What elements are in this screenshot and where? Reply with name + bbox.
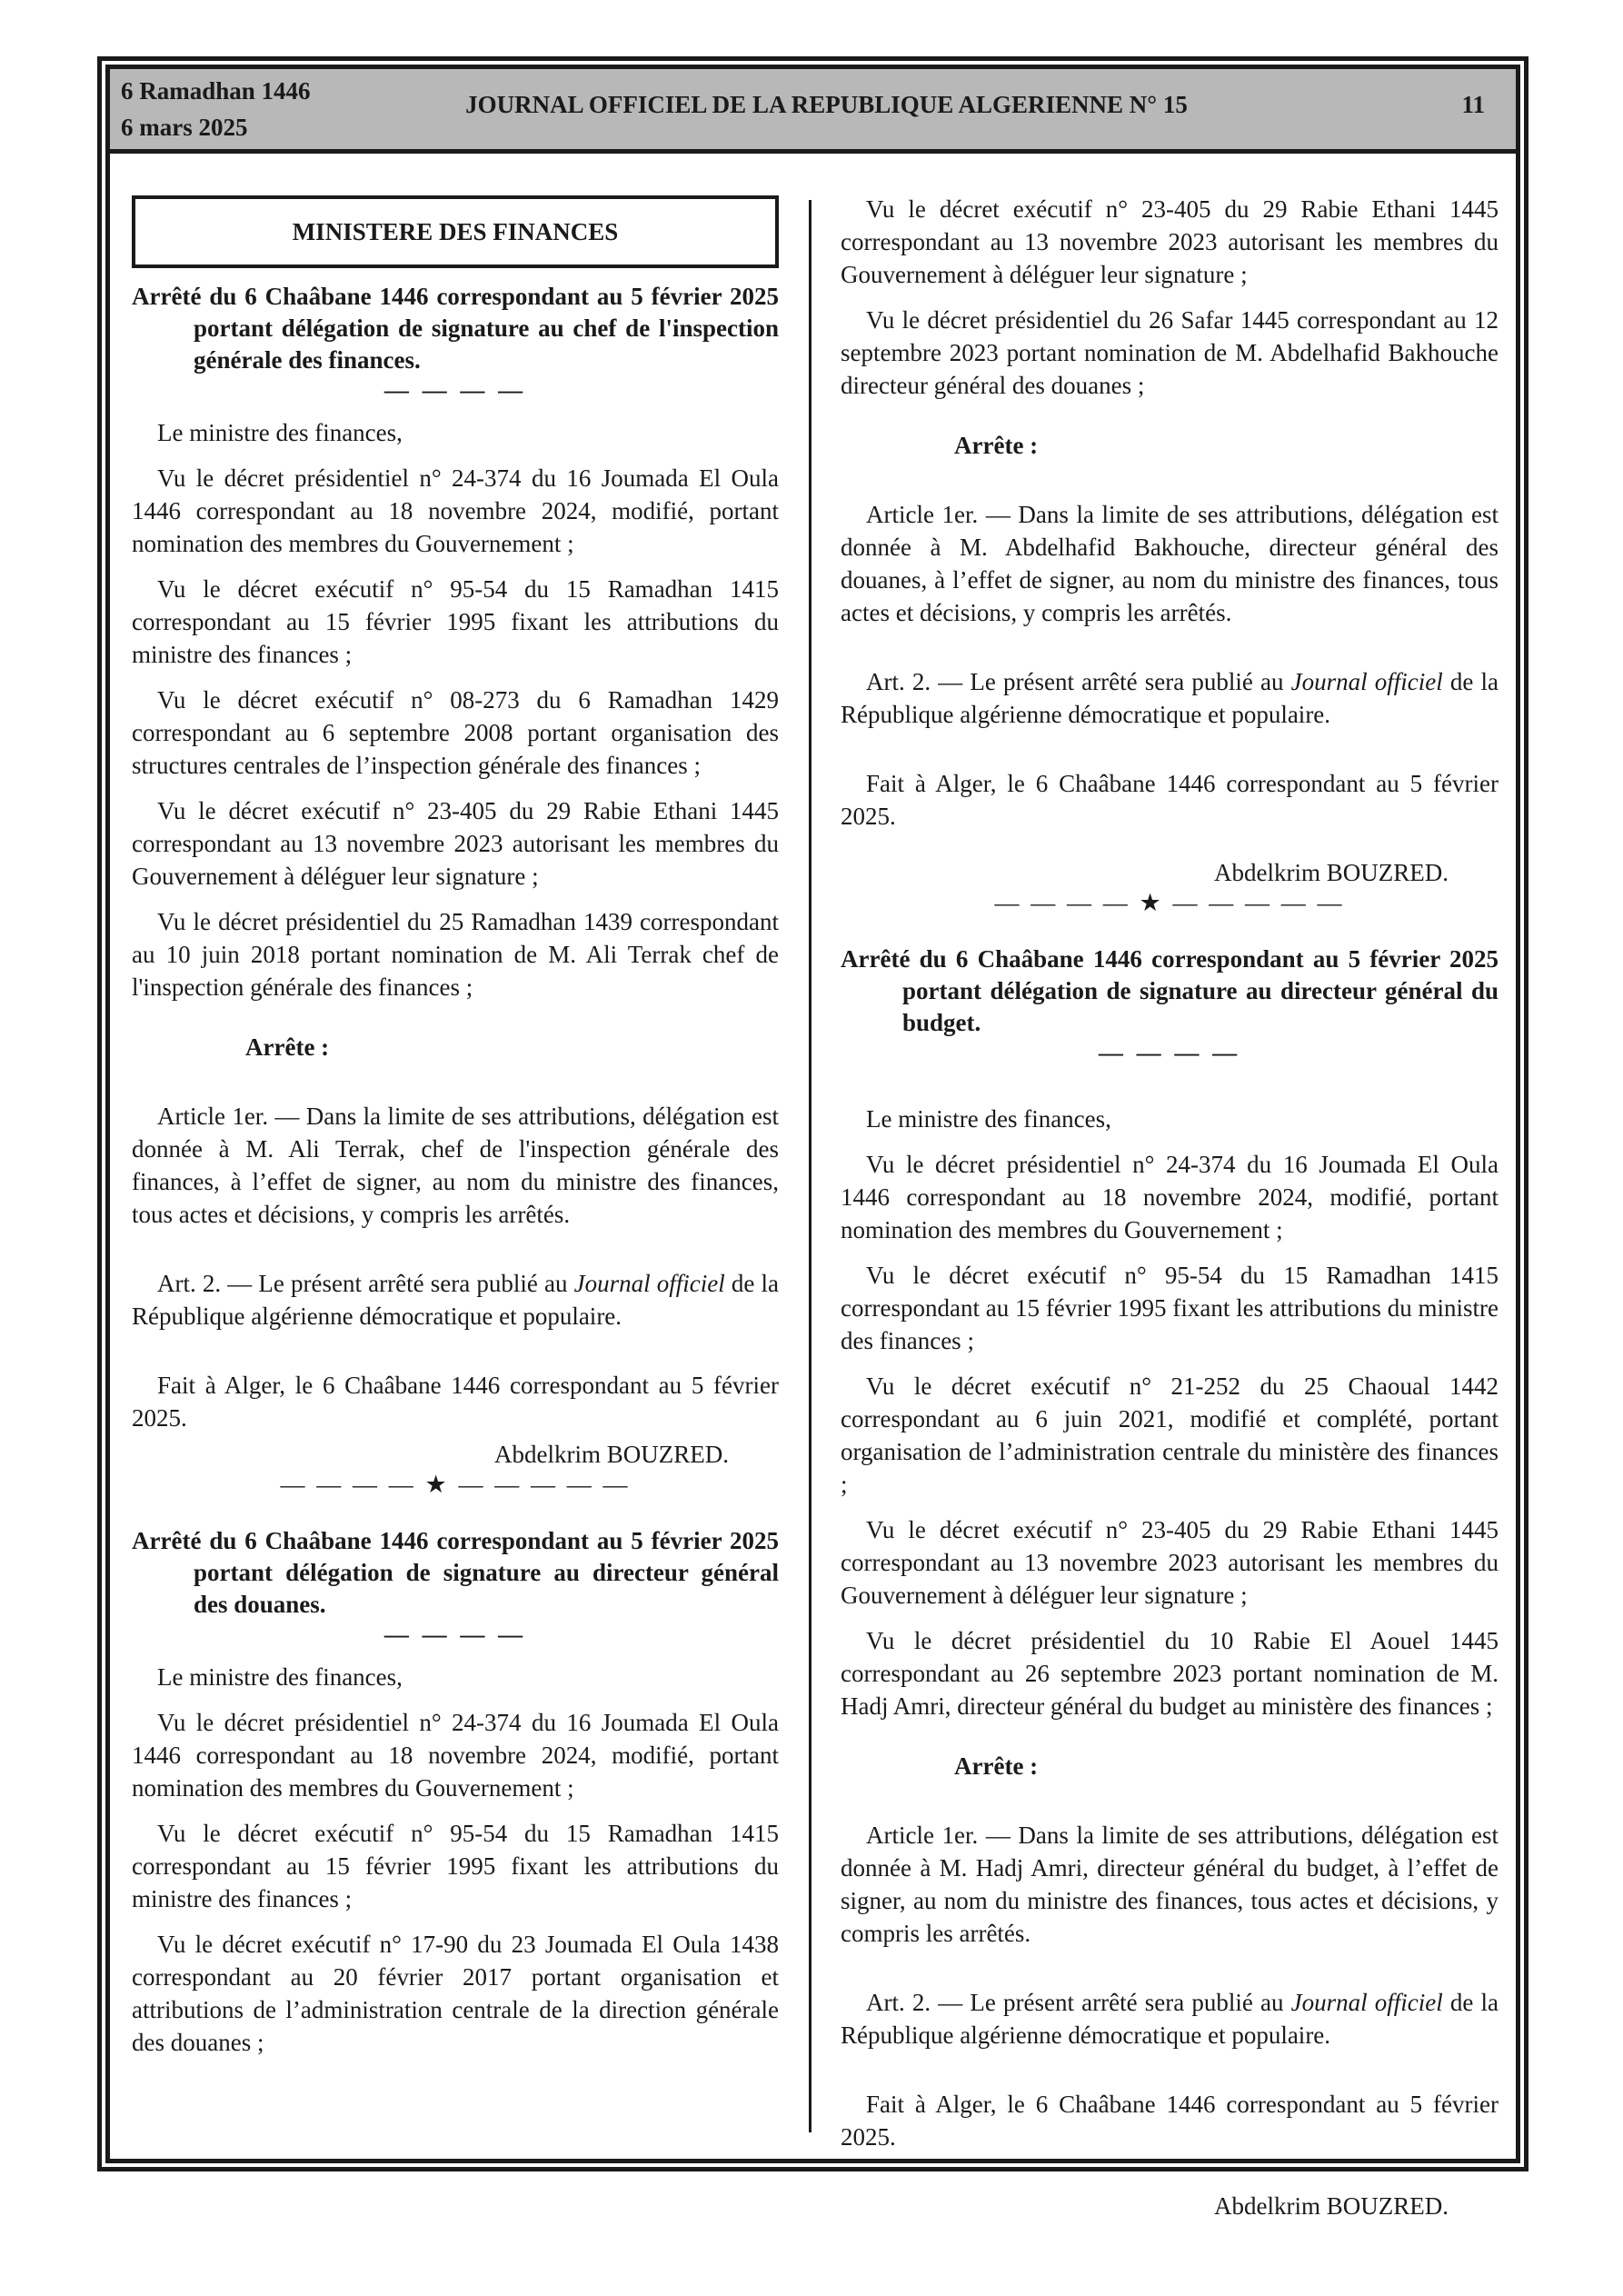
visa: Vu le décret exécutif n° 17-90 du 23 Joumada El Oula 1438 correspondant au 20 février 2017 portant organisation et attributions de l’administration centrale de la direction générale des douanes ; [132,1931,779,2056]
visa: Vu le décret exécutif n° 95-54 du 15 Ramadhan 1415 correspondant au 15 février 1995 fixant les attributions du ministre des finances ; [132,575,779,668]
spacer [841,916,1499,943]
article-2-suffix: de la République algérienne démocratique et populaire. [841,668,1499,728]
fait-a-alger: Fait à Alger, le 6 Chaâbane 1446 correspondant au 5 février 2025. [132,1372,779,1432]
star-separator [132,1471,779,1498]
preamble: Le ministre des finances, [157,419,403,446]
page-number: 11 [1461,91,1485,118]
article-2 [132,1267,779,1333]
article-1: Article 1er. — Dans la limite de ses attributions, délégation est donnée à M. Abdelhafid Bakhouche, directeur général des douanes, à l’effet de signer, au nom du ministre des finances, tous actes et décisions, y compris les arrêtés. [841,501,1499,626]
article-1: Article 1er. — Dans la limite de ses attributions, délégation est donnée à M. Ali Terrak, chef de l'inspection générale des finances, à l’effet de signer, au nom du ministre des finances, tous actes et décisions, y compris les arrêtés. [132,1103,779,1228]
short-separator: — — — — [383,1621,527,1648]
spacer [132,1498,779,1525]
fait-a-alger: Fait à Alger, le 6 Chaâbane 1446 correspondant au 5 février 2025. [841,2091,1499,2151]
preamble: Le ministre des finances, [866,1105,1111,1133]
ministry-heading: MINISTERE DES FINANCES [132,195,779,268]
arrete-2-continued [841,193,1499,916]
preamble: Le ministre des finances, [157,1663,403,1691]
journal-officiel-ref: Journal officiel [1290,668,1443,695]
arrete-1 [132,281,779,1498]
journal-title: JOURNAL OFFICIEL DE LA REPUBLIQUE ALGERIENNE N° 15 [465,91,1188,118]
article-2-suffix: de la République algérienne démocratique et populaire. [841,1989,1499,2049]
short-separator: — — — — [383,376,527,404]
visa: Vu le décret exécutif n° 95-54 du 15 Ramadhan 1415 correspondant au 15 février 1995 fixant les attributions du ministre des finances ; [132,1820,779,1912]
hijri-date: 6 Ramadhan 1446 [121,77,311,105]
article-2 [841,1986,1499,2051]
separator-dashes: — — — — [994,889,1140,916]
article-2 [841,665,1499,731]
separator-dashes: — — — — [280,1471,425,1498]
arrete-title: Arrêté du 6 Chaâbane 1446 correspondant au 5 février 2025 portant délégation de signature au directeur général des douanes. [132,1527,779,1618]
arrete-label: Arrête : [954,1752,1039,1780]
journal-officiel-ref: Journal officiel [1290,1989,1443,2016]
visa: Vu le décret présidentiel n° 24-374 du 16 Joumada El Oula 1446 correspondant au 18 novembre 2024, modifié, portant nomination des membres du Gouvernement ; [132,464,779,557]
gregorian-date: 6 mars 2025 [121,114,248,141]
signature: Abdelkrim BOUZRED. [1214,2192,1449,2220]
visa: Vu le décret présidentiel du 26 Safar 1445 correspondant au 12 septembre 2023 portant nomination de M. Abdelhafid Bakhouche directeur général des douanes ; [841,306,1499,399]
journal-officiel-ref: Journal officiel [573,1270,725,1297]
article-2-prefix: Art. 2. — Le présent arrêté sera publié au [866,668,1291,695]
signature: Abdelkrim BOUZRED. [1214,859,1449,886]
short-separator: — — — — [1098,1039,1241,1066]
article-2-prefix: Art. 2. — Le présent arrêté sera publié au [866,1989,1291,2016]
article-2-suffix: de la République algérienne démocratique et populaire. [132,1270,779,1330]
star-icon: ★ [424,1471,450,1498]
star-separator [841,889,1499,916]
journal-header [110,69,1516,154]
arrete-2 [132,1525,779,2059]
signature: Abdelkrim BOUZRED. [494,1441,729,1468]
separator-dashes: — — — — — [1163,889,1345,916]
arrete-label: Arrête : [245,1033,330,1061]
visa: Vu le décret présidentiel du 10 Rabie El Aouel 1445 correspondant au 26 septembre 2023 portant nomination de M. Hadj Amri, directeur général du budget au ministère des finances ; [841,1627,1499,1720]
visa: Vu le décret présidentiel du 25 Ramadhan 1439 correspondant au 10 juin 2018 portant nomination de M. Ali Terrak chef de l'inspection générale des finances ; [132,908,779,1001]
article-1: Article 1er. — Dans la limite de ses attributions, délégation est donnée à M. Hadj Amri, directeur général du budget, à l’effet de signer, au nom du ministre des finances, tous actes et décisions, y compris les arrêtés. [841,1822,1499,1947]
visa: Vu le décret exécutif n° 08-273 du 6 Ramadhan 1429 correspondant au 6 septembre 2008 portant organisation des structures centrales de l’inspection générale des finances ; [132,686,779,779]
visa: Vu le décret exécutif n° 23-405 du 29 Rabie Ethani 1445 correspondant au 13 novembre 2023 autorisant les membres du Gouvernement à déléguer leur signature ; [841,1516,1499,1609]
arrete-title: Arrêté du 6 Chaâbane 1446 correspondant au 5 février 2025 portant délégation de signature au directeur général du budget. [841,945,1499,1036]
left-column [132,195,779,2071]
arrete-title: Arrêté du 6 Chaâbane 1446 correspondant au 5 février 2025 portant délégation de signature au chef de l'inspection générale des finances. [132,283,779,374]
arrete-3 [841,943,1499,2222]
visa: Vu le décret exécutif n° 23-405 du 29 Rabie Ethani 1445 correspondant au 13 novembre 2023 autorisant les membres du Gouvernement à déléguer leur signature ; [841,195,1499,288]
right-column [841,193,1499,2222]
visa: Vu le décret présidentiel n° 24-374 du 16 Joumada El Oula 1446 correspondant au 18 novembre 2024, modifié, portant nomination des membres du Gouvernement ; [841,1151,1499,1243]
separator-dashes: — — — — — [449,1471,631,1498]
article-2-prefix: Art. 2. — Le présent arrêté sera publié au [157,1270,574,1297]
visa: Vu le décret présidentiel n° 24-374 du 16 Joumada El Oula 1446 correspondant au 18 novembre 2024, modifié, portant nomination des membres du Gouvernement ; [132,1709,779,1802]
star-icon: ★ [1139,889,1164,916]
visa: Vu le décret exécutif n° 23-405 du 29 Rabie Ethani 1445 correspondant au 13 novembre 2023 autorisant les membres du Gouvernement à déléguer leur signature ; [132,797,779,890]
visa: Vu le décret exécutif n° 95-54 du 15 Ramadhan 1415 correspondant au 15 février 1995 fixant les attributions du ministre des finances ; [841,1262,1499,1354]
visa: Vu le décret exécutif n° 21-252 du 25 Chaoual 1442 correspondant au 6 juin 2021, modifié et complété, portant organisation de l’administration centrale du ministère des finances ; [841,1373,1499,1498]
arrete-label: Arrête : [954,432,1039,459]
fait-a-alger: Fait à Alger, le 6 Chaâbane 1446 correspondant au 5 février 2025. [841,770,1499,830]
column-divider [809,200,812,2132]
